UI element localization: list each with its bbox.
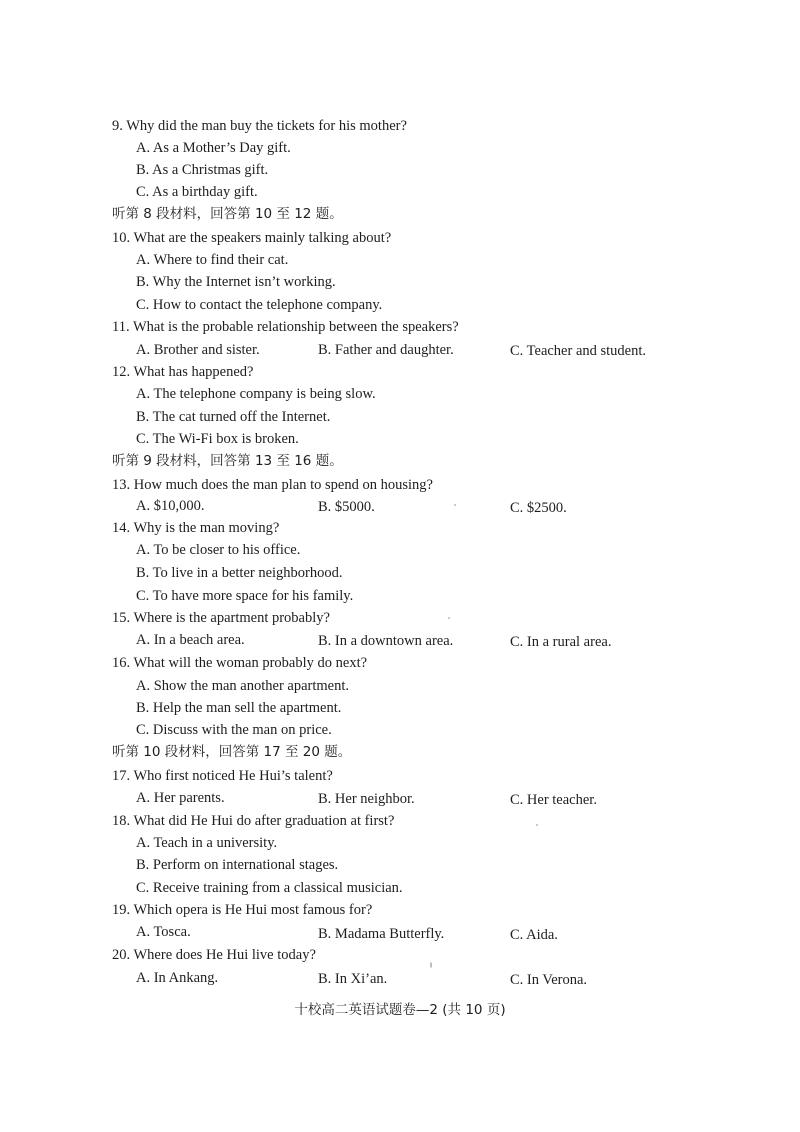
scan-speck [454,504,456,506]
q11-option-c: C. Teacher and student. [510,343,647,359]
q13-option-b: B. $5000. [318,499,375,515]
q12-option-b: B. The cat turned off the Internet. [136,409,331,425]
q17-option-a: A. Her parents. [136,790,225,806]
section-9-instruction: 听第 9 段材料，回答第 13 至 16 题。 [112,453,343,469]
q19-option-c: C. Aida. [510,927,558,943]
q11-option-b: B. Father and daughter. [318,342,454,358]
question-11: 11. What is the probable relationship between the speakers? [112,319,459,335]
q13-option-a: A. $10,000. [136,498,205,514]
q10-option-a: A. Where to find their cat. [136,252,289,268]
q16-option-a: A. Show the man another apartment. [136,678,350,694]
question-13: 13. How much does the man plan to spend on housing? [112,477,433,493]
question-17: 17. Who first noticed He Hui’s talent? [112,768,333,784]
question-9: 9. Why did the man buy the tickets for his mother? [112,118,407,134]
q20-option-c: C. In Verona. [510,972,588,988]
question-20: 20. Where does He Hui live today? [112,947,316,963]
page-footer: 十校高二英语试题卷—2 (共 10 页) [294,1002,506,1018]
question-12: 12. What has happened? [112,364,254,380]
q13-option-c: C. $2500. [510,500,567,516]
q14-option-b: B. To live in a better neighborhood. [136,565,343,581]
q12-option-c: C. The Wi-Fi box is broken. [136,431,299,447]
q20-option-a: A. In Ankang. [136,970,219,986]
question-18: 18. What did He Hui do after graduation at first? [112,813,395,829]
question-15: 15. Where is the apartment probably? [112,610,330,626]
question-19: 19. Which opera is He Hui most famous for? [112,902,373,918]
q18-option-a: A. Teach in a university. [136,835,278,851]
q20-option-b: B. In Xi’an. [318,971,388,987]
scan-speck [448,617,450,619]
q18-option-c: C. Receive training from a classical musician. [136,880,403,896]
q14-option-a: A. To be closer to his office. [136,542,301,558]
q15-option-a: A. In a beach area. [136,632,245,648]
q14-option-c: C. To have more space for his family. [136,588,354,604]
q15-option-c: C. In a rural area. [510,634,612,650]
q9-option-b: B. As a Christmas gift. [136,162,269,178]
section-10-instruction: 听第 10 段材料，回答第 17 至 20 题。 [112,744,352,760]
scan-speck [536,824,538,826]
q17-option-b: B. Her neighbor. [318,791,415,807]
q10-option-b: B. Why the Internet isn’t working. [136,274,336,290]
q17-option-c: C. Her teacher. [510,792,597,808]
q18-option-b: B. Perform on international stages. [136,857,339,873]
question-10: 10. What are the speakers mainly talking about? [112,230,392,246]
q19-option-b: B. Madama Butterfly. [318,926,445,942]
q9-option-a: A. As a Mother’s Day gift. [136,140,291,156]
question-14: 14. Why is the man moving? [112,520,280,536]
q15-option-b: B. In a downtown area. [318,633,454,649]
q16-option-b: B. Help the man sell the apartment. [136,700,342,716]
q11-option-a: A. Brother and sister. [136,342,260,358]
q12-option-a: A. The telephone company is being slow. [136,386,376,402]
q10-option-c: C. How to contact the telephone company. [136,297,383,313]
q16-option-c: C. Discuss with the man on price. [136,722,332,738]
q19-option-a: A. Tosca. [136,924,191,940]
scan-speck [430,962,432,968]
section-8-instruction: 听第 8 段材料，回答第 10 至 12 题。 [112,206,343,222]
question-16: 16. What will the woman probably do next? [112,655,368,671]
q9-option-c: C. As a birthday gift. [136,184,258,200]
